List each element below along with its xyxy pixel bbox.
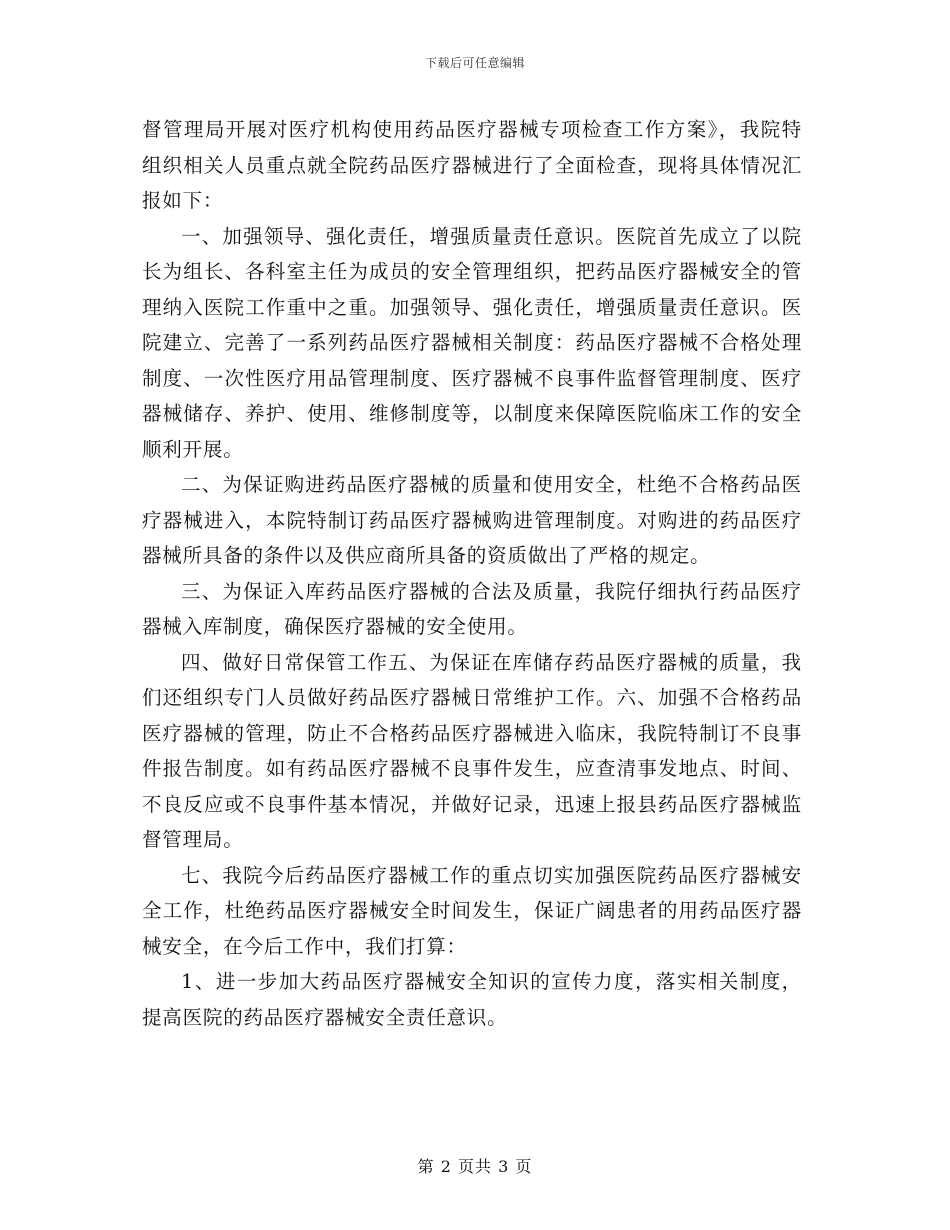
paragraph-section-7: 七、我院今后药品医疗器械工作的重点切实加强医院药品医疗器械安全工作，杜绝药品医疗器械安全时间发生，保证广阔患者的用药品医疗器械安全，在今后工作中，我们打算： [142, 863, 802, 958]
paragraph-plan-item-1: 1、进一步加大药品医疗器械安全知识的宣传力度，落实相关制度，提高医院的药品医疗器械安全责任意识。 [142, 970, 802, 1029]
paragraph-section-4-6: 四、做好日常保管工作五、为保证在库储存药品医疗器械的质量，我们还组织专门人员做好药品医疗器械日常维护工作。六、加强不合格药品医疗器械的管理，防止不合格药品医疗器械进入临床，我院特制订不良事件报告制度。如有药品医疗器械不良事件发生，应查清事发地点、时间、不良反应或不良事件基本情况，并做好记录，迅速上报县药品医疗器械监督管理局。 [142, 650, 802, 851]
page-header-note: 下载后可任意编辑 [424, 56, 525, 70]
document-body [142, 112, 802, 1035]
page-number: 第 2 页共 3 页 [417, 1157, 533, 1176]
paragraph-section-1: 一、加强领导、强化责任，增强质量责任意识。医院首先成立了以院长为组长、各科室主任为成员的安全管理组织，把药品医疗器械安全的管理纳入医院工作重中之重。加强领导、强化责任，增强质量责任意识。医院建立、完善了一系列药品医疗器械相关制度：药品医疗器械不合格处理制度、一次性医疗用品管理制度、医疗器械不良事件监督管理制度、医疗器械储存、养护、使用、维修制度等，以制度来保障医院临床工作的安全顺利开展。 [142, 224, 802, 461]
paragraph-section-3: 三、为保证入库药品医疗器械的合法及质量，我院仔细执行药品医疗器械入库制度，确保医疗器械的安全使用。 [142, 579, 802, 638]
paragraph-section-2: 二、为保证购进药品医疗器械的质量和使用安全，杜绝不合格药品医疗器械进入，本院特制订药品医疗器械购进管理制度。对购进的药品医疗器械所具备的条件以及供应商所具备的资质做出了严格的规定。 [142, 473, 802, 567]
paragraph-intro-continuation: 督管理局开展对医疗机构使用药品医疗器械专项检查工作方案》，我院特组织相关人员重点就全院药品医疗器械进行了全面检查，现将具体情况汇报如下： [142, 118, 802, 212]
